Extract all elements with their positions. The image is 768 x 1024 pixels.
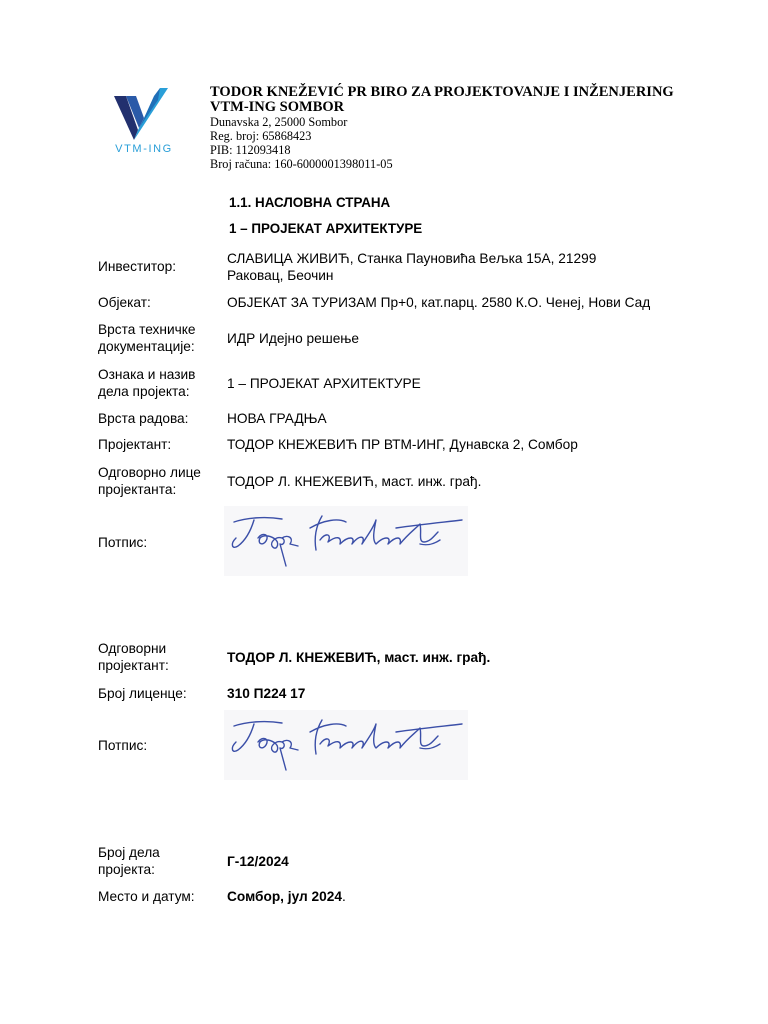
logo-text: VTM-ING [115, 143, 173, 155]
part-number-label-line1: Број дела [98, 845, 160, 860]
part-name-label-line1: Ознака и назив [98, 367, 196, 382]
company-reg-number: Reg. broj: 65868423 [210, 129, 312, 143]
work-type-label: Врста радова: [98, 411, 189, 426]
company-logo [98, 78, 190, 158]
responsible-designer-label-line1: Одговорни [98, 641, 167, 656]
place-date-text: Сомбор, јул 2024 [227, 889, 342, 904]
designer-label: Пројектант: [98, 437, 172, 452]
signature-label-2: Потпис: [98, 738, 148, 753]
signature-image-1 [224, 506, 468, 581]
signature-image-2 [224, 710, 468, 785]
company-name: TODOR KNEŽEVIĆ PR BIRO ZA PROJEKTOVANJE I INŽENJERING [210, 84, 674, 100]
license-label: Број лиценце: [98, 686, 187, 701]
work-type-value: НОВА ГРАДЊА [227, 411, 327, 426]
responsible-person-label-line2: пројектанта: [98, 482, 177, 497]
company-header [210, 85, 674, 171]
part-number-label-line2: пројекта: [98, 862, 155, 877]
investor-label: Инвеститор: [98, 259, 177, 274]
object-label: Објекат: [98, 295, 151, 310]
handwritten-signature-icon [224, 506, 468, 576]
responsible-person-label-line1: Одговорно лице [98, 465, 201, 480]
part-name-label [98, 366, 195, 400]
doc-type-label-line2: документације: [98, 339, 195, 354]
company-address: Dunavska 2, 25000 Sombor [210, 115, 348, 129]
responsible-designer-label-line2: пројектант: [98, 658, 169, 673]
company-account: Broj računa: 160-6000001398011-05 [210, 157, 393, 171]
section-title: 1.1. НАСЛОВНА СТРАНА [229, 195, 391, 210]
part-number-value: Г-12/2024 [227, 854, 289, 869]
vtm-ing-logo-icon [98, 78, 190, 158]
responsible-designer-value: ТОДОР Л. КНЕЖЕВИЋ, маст. инж. грађ. [227, 650, 491, 665]
investor-value-line2: Раковац, Беочин [227, 268, 334, 283]
investor-value-line1: СЛАВИЦА ЖИВИЋ, Станка Пауновића Вељка 15А, 21299 [227, 251, 597, 266]
company-subtitle: VTM-ING SOMBOR [210, 99, 345, 115]
signature-label-1: Потпис: [98, 535, 148, 550]
responsible-person-label [98, 464, 201, 498]
part-title: 1 – ПРОЈЕКАТ АРХИТЕКТУРЕ [229, 221, 423, 236]
place-date-period: . [341, 889, 346, 904]
doc-type-value: ИДР Идејно решење [227, 331, 360, 346]
object-value: ОБЈЕКАТ ЗА ТУРИЗАМ Пр+0, кат.парц. 2580 К.О. Ченеј, Нови Сад [227, 295, 651, 310]
handwritten-signature-icon [224, 710, 468, 780]
investor-value [227, 250, 596, 284]
designer-value: ТОДОР КНЕЖЕВИЋ ПР ВТМ-ИНГ, Дунавска 2, Сомбор [227, 437, 578, 452]
responsible-designer-label [98, 640, 169, 674]
responsible-person-value: ТОДОР Л. КНЕЖЕВИЋ, маст. инж. грађ. [227, 474, 482, 489]
place-date-label: Место и датум: [98, 889, 195, 904]
part-name-value: 1 – ПРОЈЕКАТ АРХИТЕКТУРЕ [227, 376, 421, 391]
license-value: 310 П224 17 [227, 686, 306, 701]
place-date-value [227, 888, 346, 905]
part-number-label [98, 844, 160, 878]
doc-type-label [98, 321, 195, 355]
part-name-label-line2: дела пројекта: [98, 384, 190, 399]
company-pib: PIB: 112093418 [210, 143, 291, 157]
doc-type-label-line1: Врста техничке [98, 322, 196, 337]
